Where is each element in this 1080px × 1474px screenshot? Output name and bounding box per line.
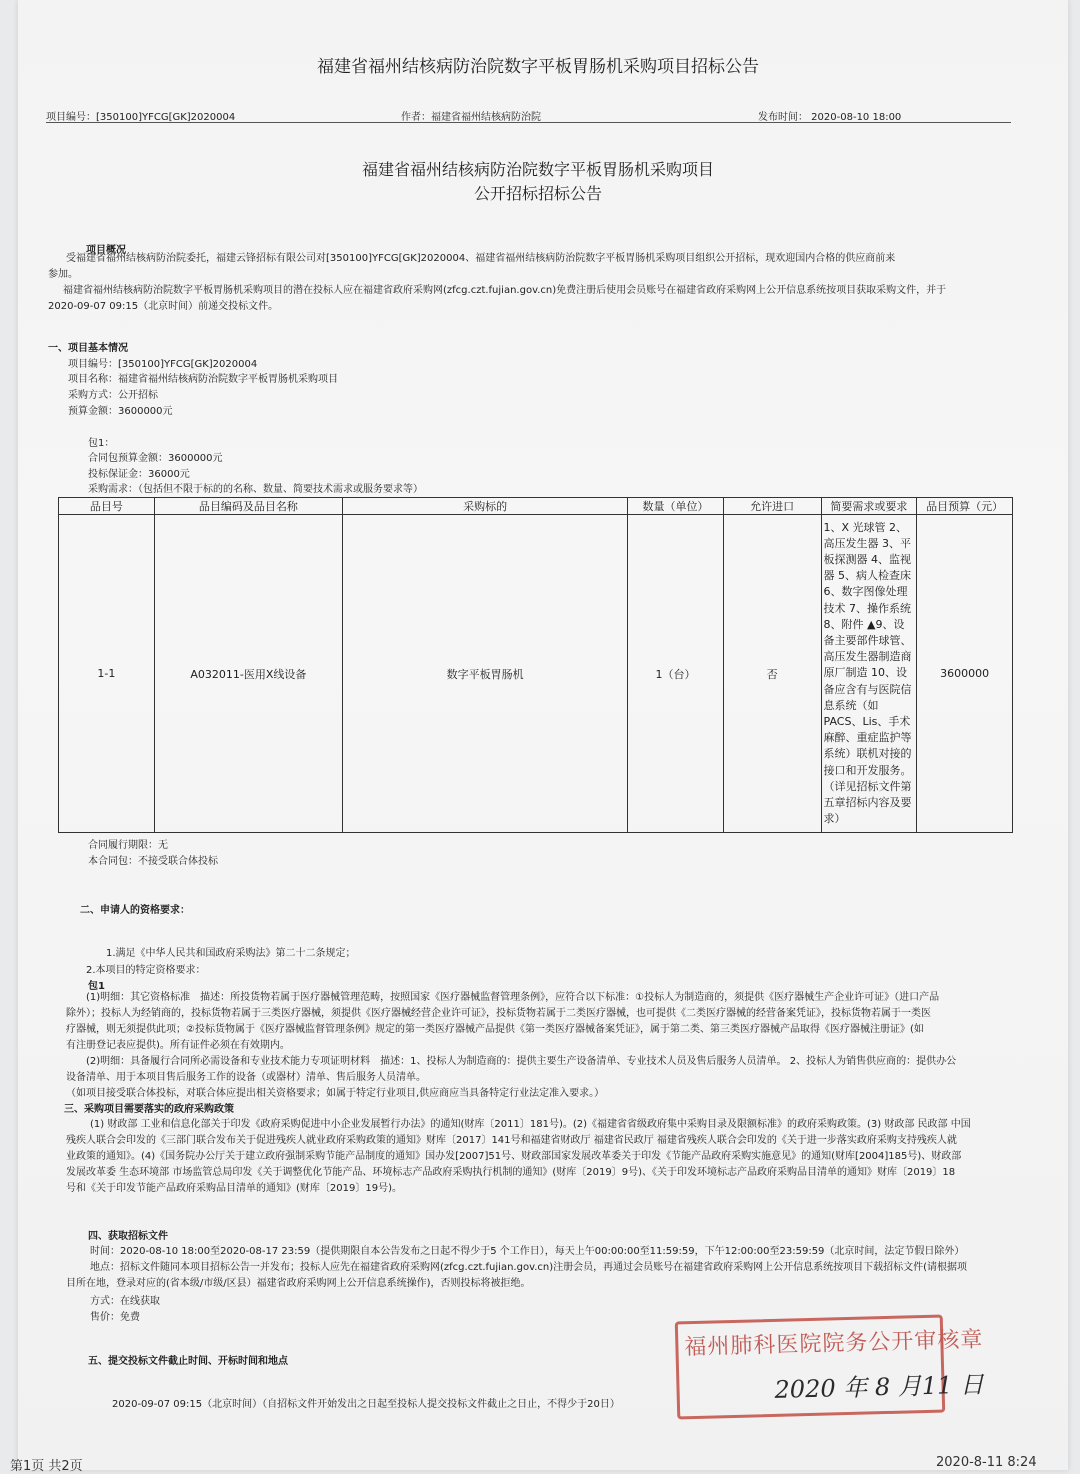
section1-pkg: 包1： <box>88 438 115 449</box>
cell-code-name: A032011-医用X线设备 <box>154 515 342 833</box>
print-timestamp: 2020-8-11 8:24 <box>936 1455 1037 1470</box>
section4-price: 售价：免费 <box>90 1312 140 1323</box>
cell-import: 否 <box>723 515 821 833</box>
project-number: 项目编号：[350100]YFCG[GK]2020004 <box>46 112 236 123</box>
section2-r1c: 疗器械，则无须提供此项；②投标货物属于《医疗器械监督管理条例》规定的第一类医疗器械产品提供《第一类医疗器械备案凭证》，属于第二类、第三类医疗器械产品取得《医疗器械注册证》(如 <box>66 1024 924 1035</box>
col-item-no: 品目号 <box>59 498 155 515</box>
col-budget: 品目预算（元） <box>917 498 1013 515</box>
overview-p1b: 参加。 <box>48 269 78 280</box>
page-number: 第1页 共2页 <box>10 1459 83 1474</box>
section2-heading: 二、申请人的资格要求： <box>80 905 190 916</box>
table-header-row <box>59 498 1013 515</box>
section1-method: 采购方式：公开招标 <box>68 390 158 401</box>
col-requirement: 简要需求或要求 <box>821 498 917 515</box>
section3-l1: (1) 财政部 工业和信息化部关于印发《政府采购促进中小企业发展暂行办法》的通知(财库〔2011〕181号)。(2)《福建省省级政府集中采购目录及限额标准》的政府采购政策。(3) 财政部 民政部 中国 <box>90 1119 971 1130</box>
section4-heading: 四、获取招标文件 <box>88 1231 168 1242</box>
section2-r2b: 设备清单、用于本项目售后服务工作的设备（或器材）清单、售后服务人员清单。 <box>66 1072 426 1083</box>
section3-l5: 号和《关于印发节能产品政府采购品目清单的通知》(财库〔2019〕19号)。 <box>66 1183 402 1194</box>
table-row <box>59 515 1013 833</box>
section2-pkg: 包1 <box>88 981 105 992</box>
section5-deadline: 2020-09-07 09:15（北京时间）（自招标文件开始发出之日起至投标人提交投标文件截止之日止，不得少于20日） <box>112 1399 620 1410</box>
contract-period: 合同履行期限：无 <box>88 840 168 851</box>
section4-place-b: 目所在地，登录对应的(省本级/市级/区县）福建省政府采购网上公开信息系统操作)，否则投标将被拒绝。 <box>66 1278 531 1289</box>
overview-p2b: 2020-09-07 09:15（北京时间）前递交投标文件。 <box>48 301 279 312</box>
section1-project-name: 项目名称：福建省福州结核病防治院数字平板胃肠机采购项目 <box>68 374 338 385</box>
cell-budget: 3600000 <box>917 515 1013 833</box>
section3-l4: 发展改革委 生态环境部 市场监管总局印发《关于调整优化节能产品、环境标志产品政府采购执行机制的通知》(财库〔2019〕9号)、《关于印发环境标志产品政府采购品目清单的通知》财库〔2019〕18 <box>66 1167 956 1178</box>
col-import: 允许进口 <box>723 498 821 515</box>
cell-item-no: 1-1 <box>59 515 155 833</box>
section3-heading: 三、采购项目需要落实的政府采购政策 <box>64 1104 234 1115</box>
col-target: 采购标的 <box>343 498 628 515</box>
cell-qty: 1（台） <box>628 515 724 833</box>
section2-r1b: 除外）；投标人为经销商的，投标货物若属于三类医疗器械，须提供《医疗器械经营企业许可证》，投标货物若属于二类医疗器械，也可提供《二类医疗器械的经营备案凭证》，投标货物若属于一类医 <box>66 1008 931 1019</box>
section2-item1: 1.满足《中华人民共和国政府采购法》第二十二条规定； <box>106 948 356 959</box>
section2-r1a: (1)明细：其它资格标准 描述：所投货物若属于医疗器械管理范畴，按照国家《医疗器械监督管理条例》，应符合以下标准：①投标人为制造商的，须提供《医疗器械生产企业许可证》（进口产品 <box>86 992 940 1003</box>
header-divider <box>46 122 1011 123</box>
section3-l2: 残疾人联合会印发的《三部门联合发布关于促进残疾人就业政府采购政策的通知》财库〔2017〕141号和福建省财政厅 福建省民政厅 福建省残疾人联合会印发的《关于进一步落实政府采购支持残疾人就 <box>66 1135 957 1146</box>
section4-time: 时间：2020-08-10 18:00至2020-08-17 23:59（提供期限自本公告发布之日起不得少于5 个工作日），每天上午00:00:00至11:59:59，下午12:00:00至23:59:59（北京时间，法定节假日除外） <box>90 1246 965 1257</box>
section2-r2a: (2)明细：具备履行合同所必需设备和专业技术能力专项证明材料 描述：1、投标人为制造商的：提供主要生产设备清单、专业技术人员及售后服务人员清单。 2、投标人为销售供应商的：提供办公 <box>86 1056 957 1067</box>
section2-item2: 2.本项目的特定资格要求： <box>86 965 206 976</box>
overview-p1a: 受福建省福州结核病防治院委托，福建云锋招标有限公司对[350100]YFCG[GK]2020004、福建省福州结核病防治院数字平板胃肠机采购项目组织公开招标，现欢迎国内合格的供应商前来 <box>66 253 896 264</box>
overview-heading: 项目概况 <box>86 245 126 256</box>
section2-r1d: 有注册登记表应提供)。所有证件必须在有效期内。 <box>66 1040 290 1051</box>
overview-p2a: 福建省福州结核病防治院数字平板胃肠机采购项目的潜在投标人应在福建省政府采购网(zfcg.czt.fujian.gov.cn)免费注册后使用会员账号在福建省政府采购网上公开信息系统按项目获取采购文件，并于 <box>63 285 947 296</box>
section4-method: 方式：在线获取 <box>90 1296 160 1307</box>
section1-project-no: 项目编号：[350100]YFCG[GK]2020004 <box>68 359 258 370</box>
section3-l3: 业政策的通知》。(4)《国务院办公厅关于建立政府强制采购节能产品制度的通知》国办发[2007]51号、财政部国家发展改革委关于印发《节能产品政府采购实施意见》的通知(财库[2004]185号)、财政部 <box>66 1151 962 1162</box>
section5-heading: 五、提交投标文件截止时间、开标时间和地点 <box>88 1356 288 1367</box>
procurement-table <box>58 497 1013 833</box>
col-code-name: 品目编码及品目名称 <box>154 498 342 515</box>
section1-pkg-budget: 合同包预算金额：3600000元 <box>88 453 223 464</box>
publish-time: 发布时间： 2020-08-10 18:00 <box>758 112 902 123</box>
section1-need: 采购需求：（包括但不限于标的的名称、数量、简要技术需求或服务要求等） <box>88 484 423 495</box>
section1-deposit: 投标保证金：36000元 <box>88 469 190 480</box>
document-page <box>10 0 1068 1474</box>
author: 作者：福建省福州结核病防治院 <box>401 112 541 123</box>
section1-heading: 一、项目基本情况 <box>48 343 128 354</box>
cell-requirement: 1、X 光球管 2、高压发生器 3、平板探测器 4、监视器 5、病人检查床 6、数字图像处理技术 7、操作系统 8、附件 ▲9、设备主要部件球管、高压发生器制造商原厂制造 10、设备应含有与医院信息系统（如PACS、Lis、手术麻醉、重症监护等系统）联机对接的接口和开发服务。（详见招标文件第五章招标内容及要求） <box>821 515 917 833</box>
consortium-note: 本合同包：不接受联合体投标 <box>88 856 218 867</box>
announcement-title: 福建省福州结核病防治院数字平板胃肠机采购项目招标公告 <box>317 57 759 77</box>
seal-handwritten-date: 2020 年 8 月11 日 <box>774 1370 985 1404</box>
section1-budget: 预算金额：3600000元 <box>68 406 173 417</box>
col-qty: 数量（单位） <box>628 498 724 515</box>
doc-title-line1: 福建省福州结核病防治院数字平板胃肠机采购项目 <box>361 160 714 179</box>
section2-note: （如项目接受联合体投标，对联合体应提出相关资格要求；如属于特定行业项目,供应商应当具备特定行业法定准入要求。） <box>66 1088 605 1099</box>
doc-title-line2: 公开招标招标公告 <box>473 184 602 203</box>
seal-text: 福州肺科医院院务公开审核章 <box>684 1327 984 1361</box>
section4-place-a: 地点：招标文件随同本项目招标公告一并发布；投标人应先在福建省政府采购网(zfcg.czt.fujian.gov.cn)注册会员，再通过会员账号在福建省政府采购网上公开信息系统按项目下载招标文件(请根据项 <box>90 1262 968 1273</box>
cell-target: 数字平板胃肠机 <box>343 515 628 833</box>
audit-seal-stamp <box>675 1315 985 1420</box>
